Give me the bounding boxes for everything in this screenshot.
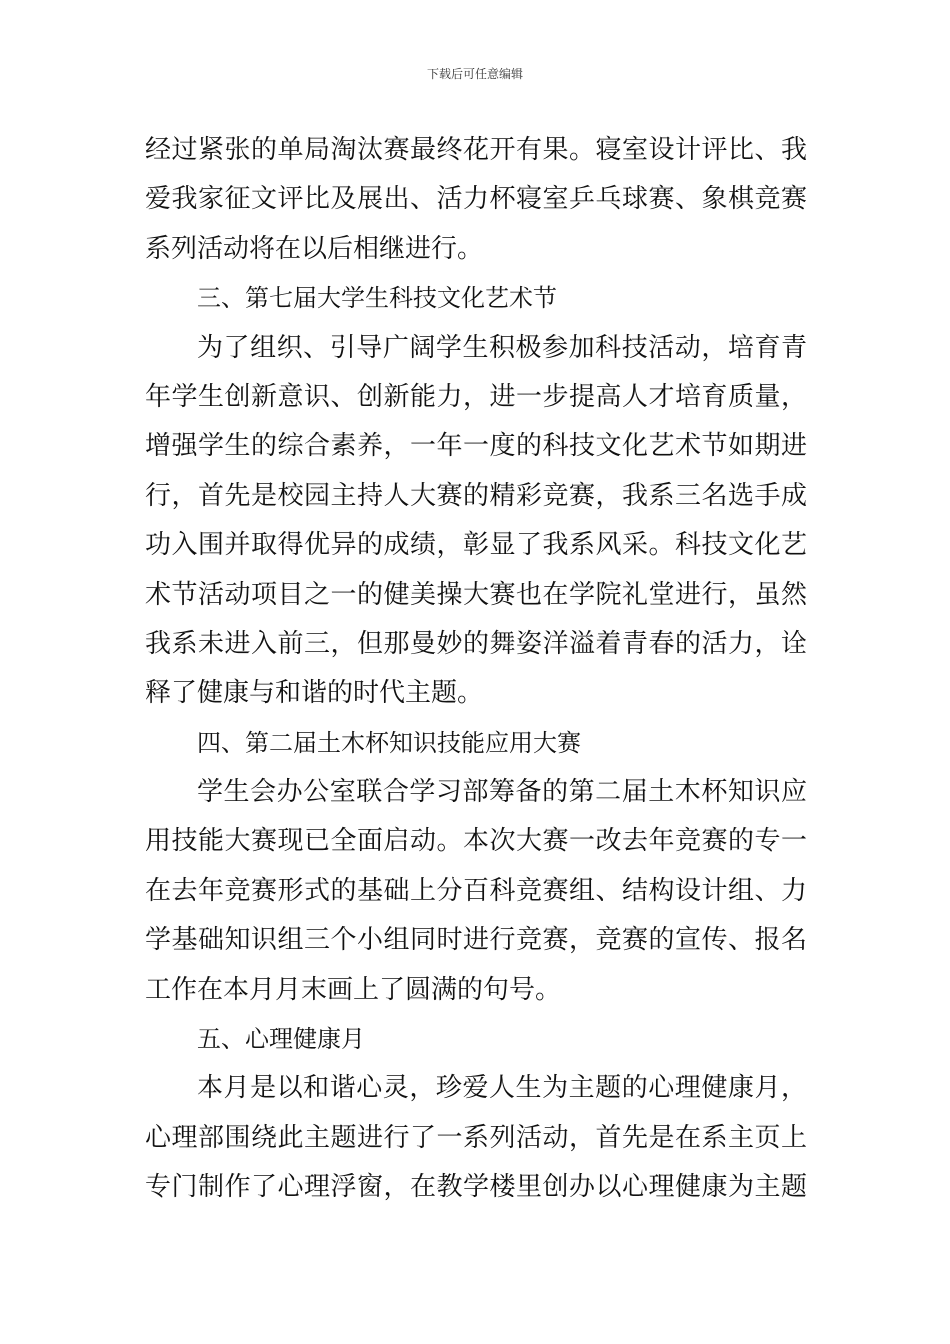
text-line: 在去年竞赛形式的基础上分百科竞赛组、结构设计组、力	[145, 875, 807, 906]
text-line: 本月是以和谐心灵，珍爱人生为主题的心理健康月，	[197, 1073, 807, 1104]
text-line: 爱我家征文评比及展出、活力杯寝室乒乓球赛、象棋竞赛	[145, 184, 807, 215]
text-line: 为了组织、引导广阔学生积极参加科技活动，培育青	[197, 332, 807, 363]
text-line: 年学生创新意识、创新能力，进一步提高人才培育质量，	[145, 381, 807, 412]
section-heading-4: 四、第二届土木杯知识技能应用大赛	[197, 728, 581, 757]
text-line: 系列活动将在以后相继进行。	[145, 233, 484, 264]
text-line: 工作在本月月末画上了圆满的句号。	[145, 974, 562, 1005]
text-line: 功入围并取得优异的成绩，彰显了我系风采。科技文化艺	[145, 530, 807, 561]
section-heading-3: 三、第七届大学生科技文化艺术节	[197, 284, 557, 313]
text-line: 术节活动项目之一的健美操大赛也在学院礼堂进行，虽然	[145, 579, 807, 610]
text-line: 学生会办公室联合学习部筹备的第二届土木杯知识应	[197, 777, 807, 808]
text-line: 我系未进入前三，但那曼妙的舞姿洋溢着青春的活力，诠	[145, 628, 807, 659]
page-header-note: 下载后可任意编辑	[426, 67, 523, 81]
text-line: 学基础知识组三个小组同时进行竞赛，竞赛的宣传、报名	[145, 925, 807, 956]
text-line: 心理部围绕此主题进行了一系列活动，首先是在系主页上	[145, 1122, 807, 1153]
section-heading-5: 五、心理健康月	[197, 1025, 365, 1054]
text-line: 增强学生的综合素养，一年一度的科技文化艺术节如期进	[145, 431, 807, 462]
text-line: 行，首先是校园主持人大赛的精彩竞赛，我系三名选手成	[145, 480, 807, 511]
document-body	[145, 126, 807, 1213]
text-line: 经过紧张的单局淘汰赛最终花开有果。寝室设计评比、我	[145, 135, 807, 165]
text-line: 用技能大赛现已全面启动。本次大赛一改去年竞赛的专一	[145, 826, 807, 857]
text-line: 释了健康与和谐的时代主题。	[145, 678, 484, 709]
text-line: 专门制作了心理浮窗，在教学楼里创办以心理健康为主题	[145, 1172, 807, 1203]
